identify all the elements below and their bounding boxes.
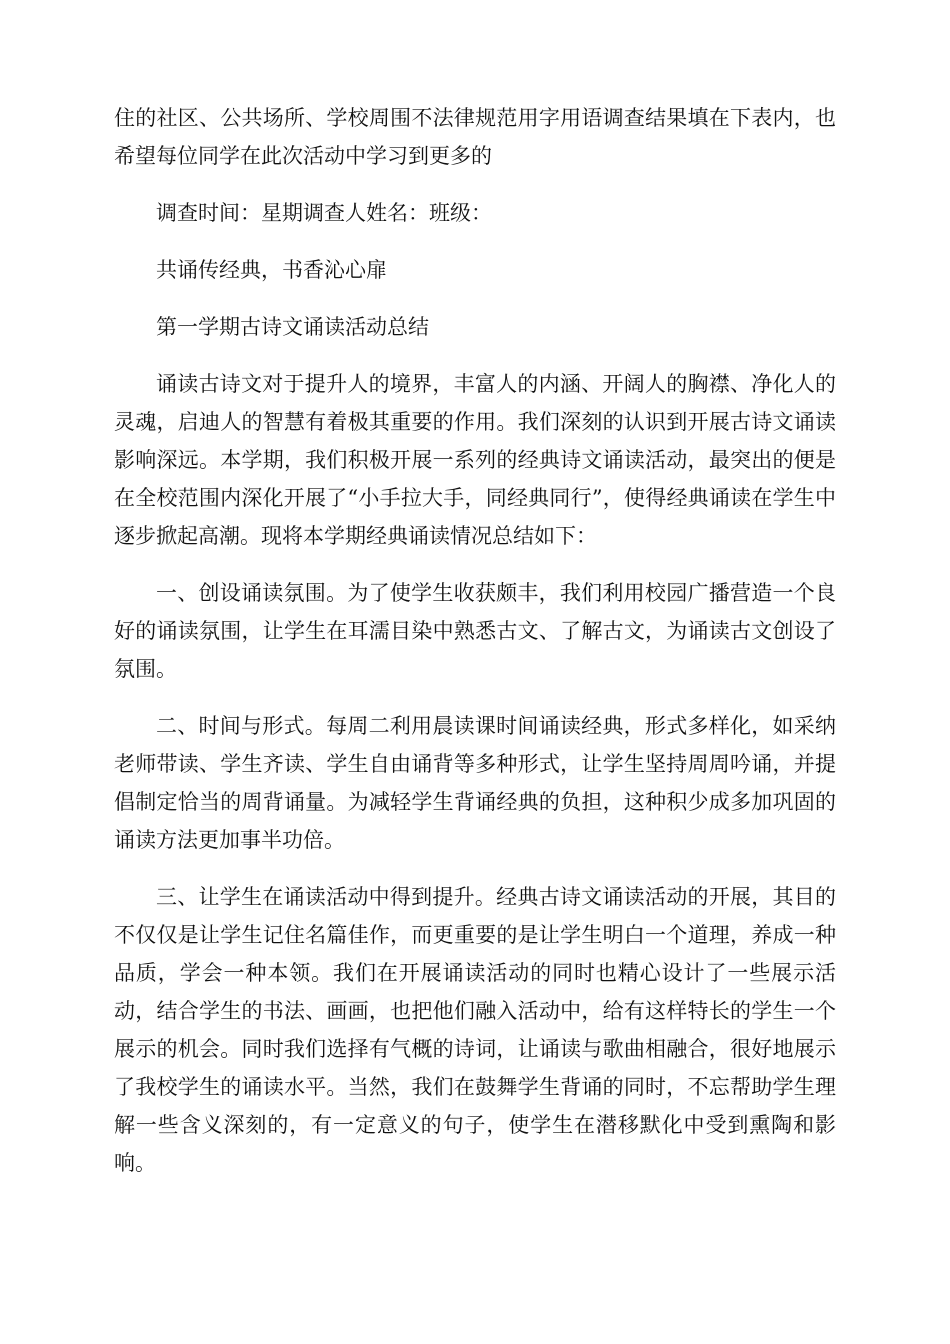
paragraph-continuation: 住的社区、公共场所、学校周围不法律规范用字用语调查结果填在下表内，也希望每位同学在此次活动中学习到更多的	[114, 106, 836, 168]
paragraph-slogan: 共诵传经典，书香沁心扉	[156, 258, 387, 282]
paragraph-section-1: 一、创设诵读氛围。为了使学生收获颇丰，我们利用校园广播营造一个良好的诵读氛围，让学生在耳濡目染中熟悉古文、了解古文，为诵读古文创设了氛围。	[114, 581, 836, 681]
paragraph-section-3: 三、让学生在诵读活动中得到提升。经典古诗文诵读活动的开展，其目的不仅仅是让学生记住名篇佳作，而更重要的是让学生明白一个道理，养成一种品质，学会一种本领。我们在开展诵读活动的同时也精心设计了一些展示活动，结合学生的书法、画画，也把他们融入活动中，给有这样特长的学生一个展示的机会。同时我们选择有气概的诗词，让诵读与歌曲相融合，很好地展示了我校学生的诵读水平。当然，我们在鼓舞学生背诵的同时，不忘帮助学生理解一些含义深刻的，有一定意义的句子，使学生在潜移默化中受到熏陶和影响。	[114, 885, 836, 1175]
paragraph-intro: 诵读古诗文对于提升人的境界，丰富人的内涵、开阔人的胸襟、净化人的灵魂，启迪人的智慧有着极其重要的作用。我们深刻的认识到开展古诗文诵读影响深远。本学期，我们积极开展一系列的经典诗文诵读活动，最突出的便是在全校范围内深化开展了“小手拉大手，同经典同行”，使得经典诵读在学生中逐步掀起高潮。现将本学期经典诵读情况总结如下：	[114, 372, 836, 548]
paragraph-title: 第一学期古诗文诵读活动总结	[156, 315, 429, 339]
paragraph-survey-info: 调查时间：星期调查人姓名：班级：	[156, 201, 492, 225]
paragraph-section-2: 二、时间与形式。每周二利用晨读课时间诵读经典，形式多样化，如采纳老师带读、学生齐读、学生自由诵背等多种形式，让学生坚持周周吟诵，并提倡制定恰当的周背诵量。为减轻学生背诵经典的负担，这种积少成多加巩固的诵读方法更加事半功倍。	[114, 714, 836, 852]
document-body	[114, 99, 836, 1201]
